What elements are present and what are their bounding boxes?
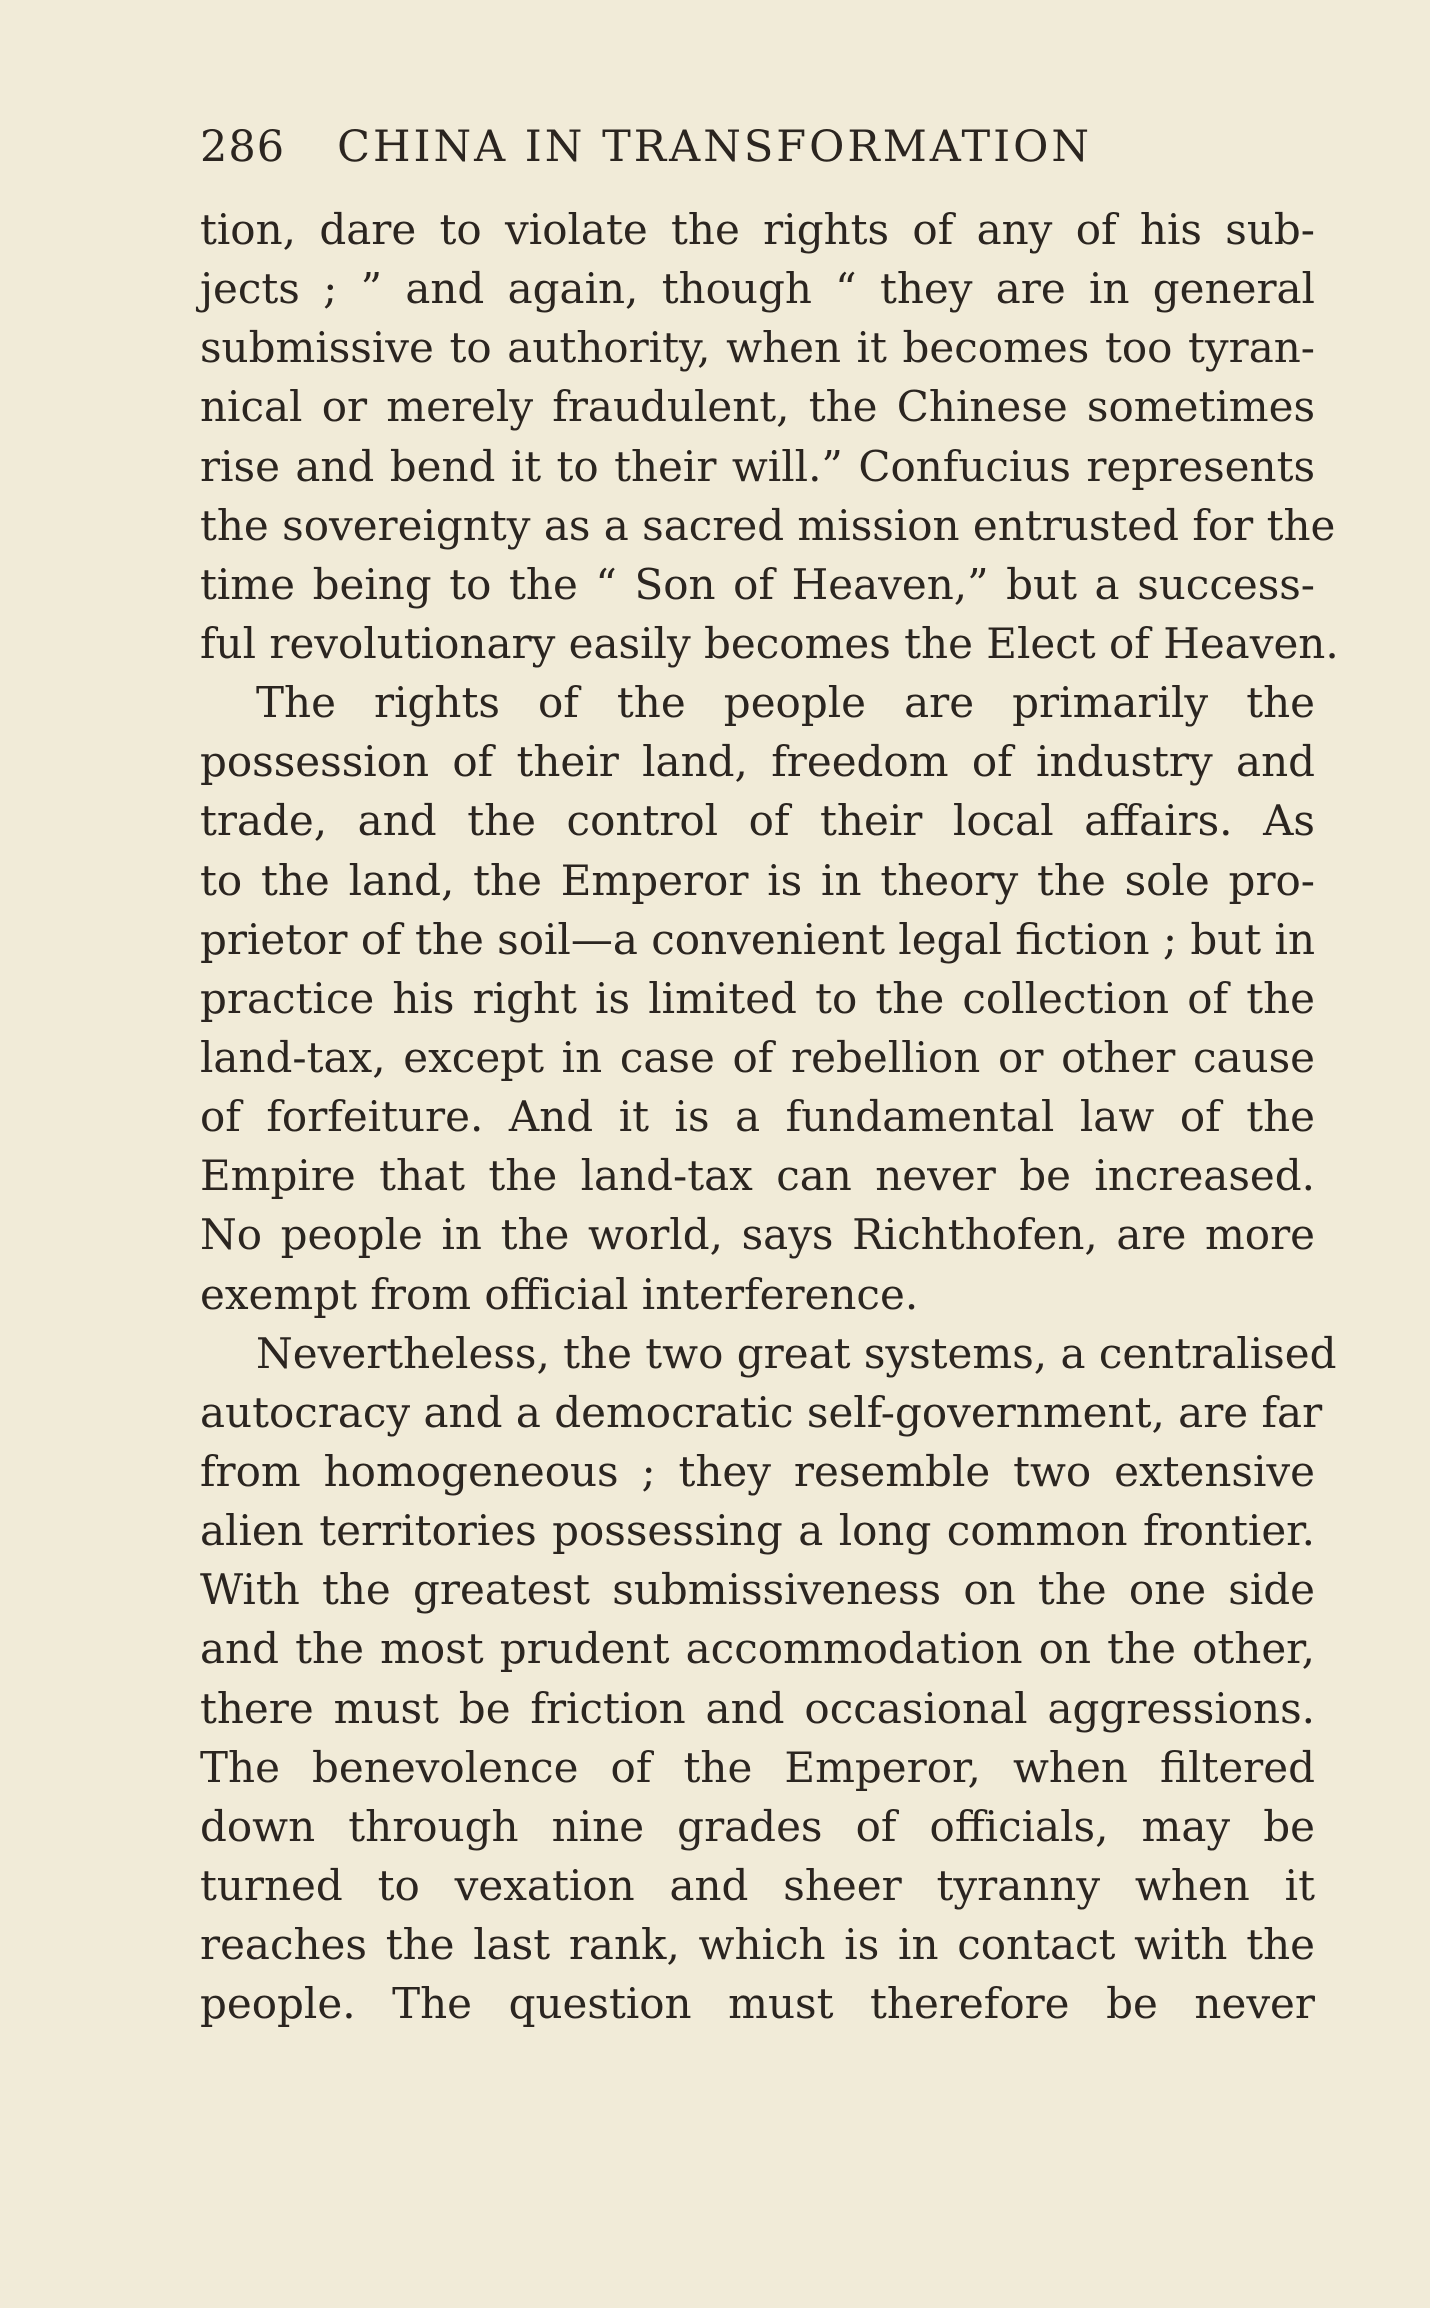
- text-line: of forfeiture. And it is a fundamental law of the: [200, 1092, 1315, 1142]
- text-line: Nevertheless, the two great systems, a centralised: [256, 1328, 1337, 1378]
- text-line: reaches the last rank, which is in contact with the: [200, 1920, 1315, 1970]
- text-line: rise and bend it to their will.” Confucius represents: [200, 441, 1315, 491]
- text-line: prietor of the soil—a convenient legal fiction ; but in: [200, 914, 1315, 964]
- text-line: The rights of the people are primarily the: [256, 678, 1315, 728]
- page-number: 286: [200, 122, 286, 172]
- running-title: CHINA IN TRANSFORMATION: [337, 122, 1093, 172]
- text-line: With the greatest submissiveness on the one side: [200, 1565, 1315, 1615]
- text-line: tion, dare to violate the rights of any of his sub-: [200, 205, 1315, 254]
- text-line: autocracy and a democratic self-government, are far: [200, 1387, 1323, 1437]
- text-line: ful revolutionary easily becomes the Elect of Heaven.: [200, 618, 1339, 668]
- text-line: from homogeneous ; they resemble two extensive: [200, 1446, 1315, 1496]
- text-line: submissive to authority, when it becomes too tyran-: [200, 323, 1315, 373]
- text-line: the sovereignty as a sacred mission entrusted for the: [200, 500, 1336, 550]
- text-line: practice his right is limited to the collection of the: [200, 973, 1315, 1023]
- text-line: The benevolence of the Emperor, when filtered: [200, 1742, 1315, 1792]
- body-text: [200, 200, 1339, 2033]
- text-line: No people in the world, says Richthofen, are more: [200, 1210, 1315, 1260]
- text-line: nical or merely fraudulent, the Chinese sometimes: [200, 382, 1315, 432]
- text-line: jects ; ” and again, though “ they are in general: [200, 264, 1315, 314]
- text-line: time being to the “ Son of Heaven,” but a success-: [200, 559, 1315, 609]
- text-line: to the land, the Emperor is in theory the sole pro-: [200, 855, 1315, 905]
- text-line: turned to vexation and sheer tyranny when it: [200, 1860, 1315, 1910]
- text-line: and the most prudent accommodation on the other,: [200, 1624, 1315, 1674]
- running-header: [200, 122, 1092, 172]
- text-line: exempt from official interference.: [200, 1269, 919, 1319]
- text-line: possession of their land, freedom of industry and: [200, 737, 1315, 787]
- text-line: Empire that the land-tax can never be increased.: [200, 1151, 1315, 1201]
- text-line: there must be friction and occasional aggressions.: [200, 1683, 1315, 1733]
- text-line: people. The question must therefore be never: [200, 1979, 1315, 2029]
- text-line: down through nine grades of officials, may be: [200, 1801, 1315, 1851]
- text-line: alien territories possessing a long common frontier.: [200, 1506, 1315, 1556]
- text-line: trade, and the control of their local affairs. As: [200, 796, 1315, 846]
- text-line: land-tax, except in case of rebellion or other cause: [200, 1032, 1315, 1082]
